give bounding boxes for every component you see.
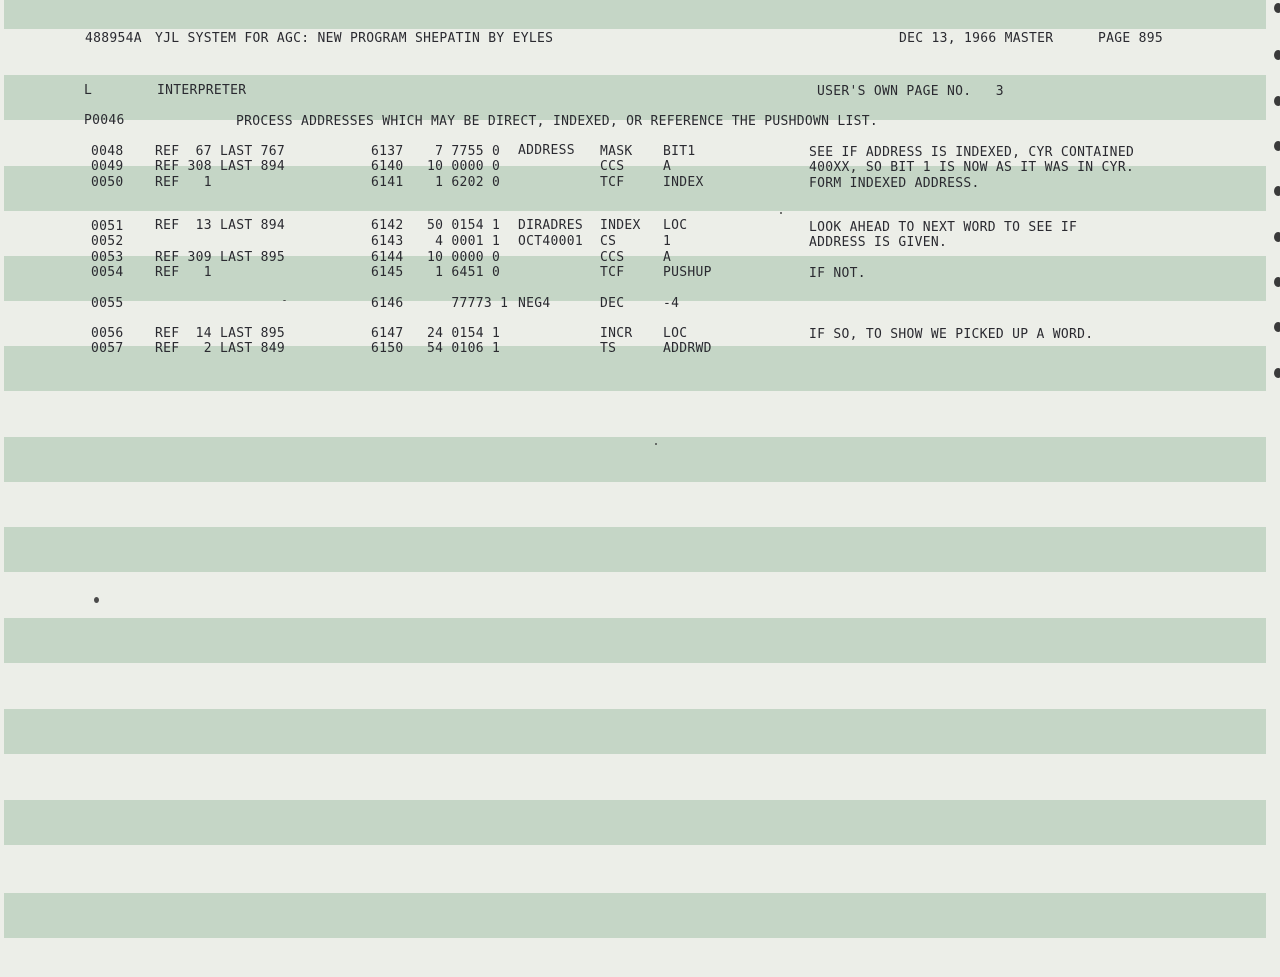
memory-address: 6144 bbox=[371, 250, 404, 265]
tractor-feed-hole bbox=[1274, 277, 1280, 287]
tractor-feed-hole bbox=[1274, 322, 1280, 332]
green-bar-stripe bbox=[4, 893, 1266, 938]
operand: -4 bbox=[663, 296, 680, 311]
ref-info: REF 13 LAST 894 bbox=[155, 218, 286, 233]
ref-info: REF 14 LAST 895 bbox=[155, 326, 286, 341]
opcode: TS bbox=[600, 341, 617, 356]
object-code: 50 0154 1 bbox=[427, 218, 501, 233]
green-bar-stripe bbox=[4, 709, 1266, 754]
object-code: 54 0106 1 bbox=[427, 341, 501, 356]
symbol-label: DIRADRES bbox=[518, 218, 584, 233]
memory-address: 6140 bbox=[371, 159, 404, 174]
ref-info: REF 1 bbox=[155, 175, 212, 190]
line-number: 0057 bbox=[91, 341, 124, 356]
memory-address: 6147 bbox=[371, 326, 404, 341]
remark: SEE IF ADDRESS IS INDEXED, CYR CONTAINED bbox=[809, 145, 1135, 160]
remark: 400XX, SO BIT 1 IS NOW AS IT WAS IN CYR. bbox=[809, 160, 1135, 175]
remark: IF NOT. bbox=[809, 266, 866, 281]
ref-info: REF 309 LAST 895 bbox=[155, 250, 286, 265]
line-number: 0056 bbox=[91, 326, 124, 341]
memory-address: 6146 bbox=[371, 296, 404, 311]
operand: A bbox=[663, 159, 672, 174]
line-number: 0051 bbox=[91, 219, 124, 234]
section-name: INTERPRETER bbox=[157, 83, 247, 98]
ink-speck bbox=[780, 212, 782, 214]
date-master: DEC 13, 1966 MASTER bbox=[899, 31, 1054, 46]
tractor-feed-hole bbox=[1274, 141, 1280, 151]
line-number: 0054 bbox=[91, 265, 124, 280]
operand: INDEX bbox=[663, 175, 704, 190]
line-number: 0050 bbox=[91, 175, 124, 190]
memory-address: 6141 bbox=[371, 175, 404, 190]
memory-address: 6143 bbox=[371, 234, 404, 249]
operand: ADDRWD bbox=[663, 341, 712, 356]
line-number: 0048 bbox=[91, 144, 124, 159]
memory-address: 6137 bbox=[371, 144, 404, 159]
page-number: PAGE 895 bbox=[1098, 31, 1164, 46]
remark: LOOK AHEAD TO NEXT WORD TO SEE IF bbox=[809, 220, 1078, 235]
symbol-label: OCT40001 bbox=[518, 234, 584, 249]
operand: A bbox=[663, 250, 672, 265]
ref-info: REF 1 bbox=[155, 265, 212, 280]
tractor-feed-hole bbox=[1274, 368, 1280, 378]
symbol-label: ADDRESS bbox=[518, 143, 575, 158]
line-number: 0055 bbox=[91, 296, 124, 311]
green-bar-stripe bbox=[4, 0, 1266, 29]
green-bar-stripe bbox=[4, 618, 1266, 663]
line-number: 0052 bbox=[91, 234, 124, 249]
users-page-number: USER'S OWN PAGE NO. 3 bbox=[817, 84, 1004, 99]
remark: IF SO, TO SHOW WE PICKED UP A WORD. bbox=[809, 327, 1094, 342]
opcode: MASK bbox=[600, 144, 633, 159]
tractor-feed-hole bbox=[1274, 96, 1280, 106]
opcode: DEC bbox=[600, 296, 625, 311]
opcode: CS bbox=[600, 234, 617, 249]
remark: FORM INDEXED ADDRESS. bbox=[809, 176, 980, 191]
ink-speck bbox=[94, 597, 99, 603]
object-code: 10 0000 0 bbox=[427, 250, 501, 265]
object-code: 77773 1 bbox=[427, 296, 509, 311]
object-code: 4 0001 1 bbox=[427, 234, 501, 249]
tractor-feed-hole bbox=[1274, 50, 1280, 60]
tractor-feed-hole bbox=[1274, 232, 1280, 242]
opcode: TCF bbox=[600, 265, 625, 280]
opcode: TCF bbox=[600, 175, 625, 190]
object-code: 7 7755 0 bbox=[427, 144, 501, 159]
operand: 1 bbox=[663, 234, 672, 249]
symbol-label: NEG4 bbox=[518, 296, 551, 311]
line-number: 0053 bbox=[91, 250, 124, 265]
operand: LOC bbox=[663, 326, 688, 341]
page-comment-text: PROCESS ADDRESSES WHICH MAY BE DIRECT, INDEXED, OR REFERENCE THE PUSHDOWN LIST. bbox=[236, 114, 879, 129]
object-code: 24 0154 1 bbox=[427, 326, 501, 341]
green-bar-stripe bbox=[4, 800, 1266, 845]
tractor-feed-hole bbox=[1274, 186, 1280, 196]
opcode: CCS bbox=[600, 250, 625, 265]
object-code: 1 6451 0 bbox=[427, 265, 501, 280]
remark: ADDRESS IS GIVEN. bbox=[809, 235, 948, 250]
operand: LOC bbox=[663, 218, 688, 233]
tractor-feed-hole bbox=[1274, 3, 1280, 13]
ref-info: REF 67 LAST 767 bbox=[155, 144, 286, 159]
opcode: INDEX bbox=[600, 218, 641, 233]
ref-info: REF 308 LAST 894 bbox=[155, 159, 286, 174]
object-code: 10 0000 0 bbox=[427, 159, 501, 174]
log-marker: L bbox=[84, 83, 93, 98]
system-title: YJL SYSTEM FOR AGC: NEW PROGRAM SHEPATIN BY EYLES bbox=[155, 31, 554, 46]
operand: PUSHUP bbox=[663, 265, 712, 280]
memory-address: 6145 bbox=[371, 265, 404, 280]
memory-address: 6142 bbox=[371, 218, 404, 233]
operand: BIT1 bbox=[663, 144, 696, 159]
opcode: CCS bbox=[600, 159, 625, 174]
page-comment-id: P0046 bbox=[84, 113, 125, 128]
green-bar-stripe bbox=[4, 527, 1266, 572]
opcode: INCR bbox=[600, 326, 633, 341]
ink-speck bbox=[655, 443, 657, 445]
object-code: 1 6202 0 bbox=[427, 175, 501, 190]
job-id: 488954A bbox=[85, 31, 142, 46]
ink-speck bbox=[283, 300, 286, 301]
green-bar-stripe bbox=[4, 437, 1266, 482]
ref-info: REF 2 LAST 849 bbox=[155, 341, 286, 356]
memory-address: 6150 bbox=[371, 341, 404, 356]
line-number: 0049 bbox=[91, 159, 124, 174]
